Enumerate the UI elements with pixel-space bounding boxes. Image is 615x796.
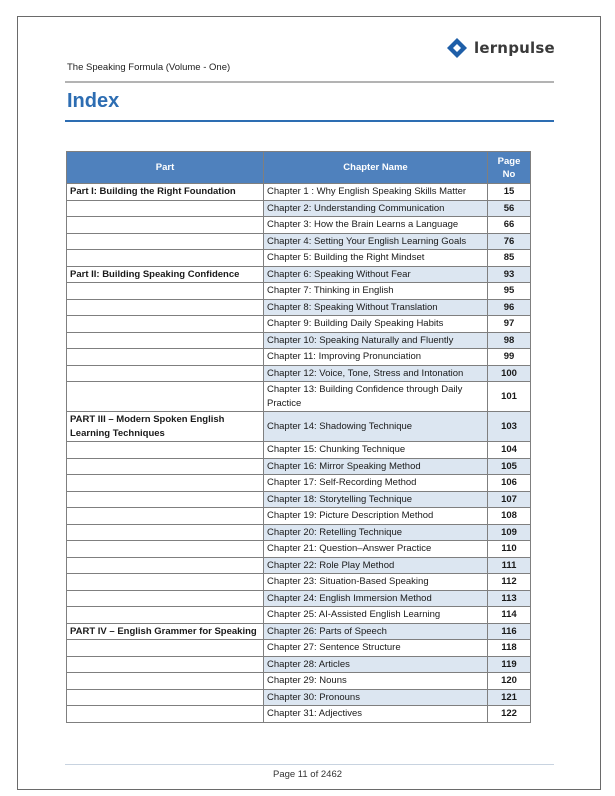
table-row bbox=[67, 640, 531, 657]
part-cell bbox=[67, 458, 264, 475]
chapter-cell: Chapter 26: Parts of Speech bbox=[264, 623, 488, 640]
chapter-cell: Chapter 23: Situation-Based Speaking bbox=[264, 574, 488, 591]
page-number-cell: 66 bbox=[488, 217, 531, 234]
page-number-cell: 76 bbox=[488, 233, 531, 250]
page-number-cell: 104 bbox=[488, 442, 531, 459]
column-header-page: Page No bbox=[488, 152, 531, 184]
chapter-cell: Chapter 5: Building the Right Mindset bbox=[264, 250, 488, 267]
part-cell bbox=[67, 673, 264, 690]
index-table bbox=[66, 151, 531, 723]
table-row bbox=[67, 266, 531, 283]
table-row bbox=[67, 233, 531, 250]
index-heading: Index bbox=[67, 90, 120, 112]
table-row bbox=[67, 656, 531, 673]
part-cell bbox=[67, 349, 264, 366]
chapter-cell: Chapter 9: Building Daily Speaking Habits bbox=[264, 316, 488, 333]
page-number-cell: 116 bbox=[488, 623, 531, 640]
part-cell bbox=[67, 524, 264, 541]
part-cell bbox=[67, 217, 264, 234]
table-row bbox=[67, 349, 531, 366]
part-cell bbox=[67, 475, 264, 492]
part-cell bbox=[67, 689, 264, 706]
logo-text: lernpulse bbox=[474, 39, 555, 57]
chapter-cell: Chapter 21: Question–Answer Practice bbox=[264, 541, 488, 558]
page-number-cell: 105 bbox=[488, 458, 531, 475]
chapter-cell: Chapter 14: Shadowing Technique bbox=[264, 412, 488, 442]
chapter-cell: Chapter 13: Building Confidence through Daily Practice bbox=[264, 382, 488, 412]
page-number-cell: 107 bbox=[488, 491, 531, 508]
part-cell bbox=[67, 590, 264, 607]
chapter-cell: Chapter 29: Nouns bbox=[264, 673, 488, 690]
part-cell bbox=[67, 557, 264, 574]
page-number-cell: 118 bbox=[488, 640, 531, 657]
part-cell bbox=[67, 574, 264, 591]
part-cell bbox=[67, 365, 264, 382]
page-number-cell: 110 bbox=[488, 541, 531, 558]
table-row bbox=[67, 442, 531, 459]
column-header-part: Part bbox=[67, 152, 264, 184]
page-number-cell: 99 bbox=[488, 349, 531, 366]
chapter-cell: Chapter 22: Role Play Method bbox=[264, 557, 488, 574]
part-cell bbox=[67, 640, 264, 657]
page-number-cell: 113 bbox=[488, 590, 531, 607]
page-number-cell: 119 bbox=[488, 656, 531, 673]
table-row bbox=[67, 382, 531, 412]
part-cell bbox=[67, 332, 264, 349]
part-cell bbox=[67, 382, 264, 412]
table-row bbox=[67, 299, 531, 316]
chapter-cell: Chapter 1 : Why English Speaking Skills Matter bbox=[264, 184, 488, 201]
table-row bbox=[67, 200, 531, 217]
part-cell bbox=[67, 233, 264, 250]
header-divider bbox=[65, 81, 554, 83]
page-number-cell: 121 bbox=[488, 689, 531, 706]
table-row bbox=[67, 184, 531, 201]
chapter-cell: Chapter 2: Understanding Communication bbox=[264, 200, 488, 217]
table-row bbox=[67, 332, 531, 349]
part-cell: PART IV – English Grammer for Speaking bbox=[67, 623, 264, 640]
part-cell bbox=[67, 316, 264, 333]
part-cell bbox=[67, 299, 264, 316]
table-row bbox=[67, 508, 531, 525]
page-number-cell: 95 bbox=[488, 283, 531, 300]
page-number-cell: 114 bbox=[488, 607, 531, 624]
chapter-cell: Chapter 7: Thinking in English bbox=[264, 283, 488, 300]
page-number-cell: 56 bbox=[488, 200, 531, 217]
table-row bbox=[67, 412, 531, 442]
table-body bbox=[67, 184, 531, 723]
part-cell bbox=[67, 200, 264, 217]
table-row bbox=[67, 365, 531, 382]
page-number-cell: 108 bbox=[488, 508, 531, 525]
chapter-cell: Chapter 27: Sentence Structure bbox=[264, 640, 488, 657]
logo bbox=[446, 37, 555, 59]
table-row bbox=[67, 491, 531, 508]
part-cell bbox=[67, 250, 264, 267]
chapter-cell: Chapter 16: Mirror Speaking Method bbox=[264, 458, 488, 475]
table-row bbox=[67, 475, 531, 492]
table-row bbox=[67, 541, 531, 558]
part-cell bbox=[67, 283, 264, 300]
table-row bbox=[67, 283, 531, 300]
part-cell bbox=[67, 491, 264, 508]
chapter-cell: Chapter 8: Speaking Without Translation bbox=[264, 299, 488, 316]
table-row bbox=[67, 217, 531, 234]
chapter-cell: Chapter 10: Speaking Naturally and Fluently bbox=[264, 332, 488, 349]
page-number-cell: 100 bbox=[488, 365, 531, 382]
part-cell bbox=[67, 508, 264, 525]
page-number-cell: 109 bbox=[488, 524, 531, 541]
document-title: The Speaking Formula (Volume - One) bbox=[67, 62, 231, 73]
table-row bbox=[67, 524, 531, 541]
page-number-cell: 120 bbox=[488, 673, 531, 690]
page-number-cell: 101 bbox=[488, 382, 531, 412]
page-number-cell: 85 bbox=[488, 250, 531, 267]
table-row bbox=[67, 706, 531, 723]
chapter-cell: Chapter 20: Retelling Technique bbox=[264, 524, 488, 541]
table-row bbox=[67, 689, 531, 706]
table-row bbox=[67, 590, 531, 607]
page-number-cell: 97 bbox=[488, 316, 531, 333]
table-row bbox=[67, 250, 531, 267]
page-number-cell: 112 bbox=[488, 574, 531, 591]
heading-underline bbox=[65, 120, 554, 122]
chapter-cell: Chapter 11: Improving Pronunciation bbox=[264, 349, 488, 366]
chapter-cell: Chapter 31: Adjectives bbox=[264, 706, 488, 723]
part-cell: Part II: Building Speaking Confidence bbox=[67, 266, 264, 283]
chapter-cell: Chapter 6: Speaking Without Fear bbox=[264, 266, 488, 283]
chapter-cell: Chapter 15: Chunking Technique bbox=[264, 442, 488, 459]
page-number-cell: 15 bbox=[488, 184, 531, 201]
part-cell bbox=[67, 541, 264, 558]
table-row bbox=[67, 673, 531, 690]
lernpulse-logo-icon bbox=[446, 37, 468, 59]
table-row bbox=[67, 458, 531, 475]
chapter-cell: Chapter 25: AI-Assisted English Learning bbox=[264, 607, 488, 624]
part-cell bbox=[67, 706, 264, 723]
chapter-cell: Chapter 19: Picture Description Method bbox=[264, 508, 488, 525]
chapter-cell: Chapter 3: How the Brain Learns a Language bbox=[264, 217, 488, 234]
page-number-cell: 122 bbox=[488, 706, 531, 723]
table-row bbox=[67, 316, 531, 333]
chapter-cell: Chapter 30: Pronouns bbox=[264, 689, 488, 706]
page-number: Page 11 of 2462 bbox=[272, 769, 343, 780]
page-number-cell: 98 bbox=[488, 332, 531, 349]
page-number-cell: 103 bbox=[488, 412, 531, 442]
table-row bbox=[67, 607, 531, 624]
part-cell bbox=[67, 607, 264, 624]
table-header-row bbox=[67, 152, 531, 184]
page-number-cell: 111 bbox=[488, 557, 531, 574]
table-row bbox=[67, 557, 531, 574]
page-number-cell: 106 bbox=[488, 475, 531, 492]
page-number-cell: 93 bbox=[488, 266, 531, 283]
page-number-cell: 96 bbox=[488, 299, 531, 316]
column-header-chapter: Chapter Name bbox=[264, 152, 488, 184]
chapter-cell: Chapter 28: Articles bbox=[264, 656, 488, 673]
part-cell: Part I: Building the Right Foundation bbox=[67, 184, 264, 201]
chapter-cell: Chapter 4: Setting Your English Learning Goals bbox=[264, 233, 488, 250]
chapter-cell: Chapter 18: Storytelling Technique bbox=[264, 491, 488, 508]
table-row bbox=[67, 623, 531, 640]
part-cell bbox=[67, 442, 264, 459]
part-cell: PART III – Modern Spoken English Learning Techniques bbox=[67, 412, 264, 442]
chapter-cell: Chapter 17: Self-Recording Method bbox=[264, 475, 488, 492]
part-cell bbox=[67, 656, 264, 673]
chapter-cell: Chapter 12: Voice, Tone, Stress and Intonation bbox=[264, 365, 488, 382]
chapter-cell: Chapter 24: English Immersion Method bbox=[264, 590, 488, 607]
footer-divider bbox=[65, 764, 554, 765]
table-row bbox=[67, 574, 531, 591]
